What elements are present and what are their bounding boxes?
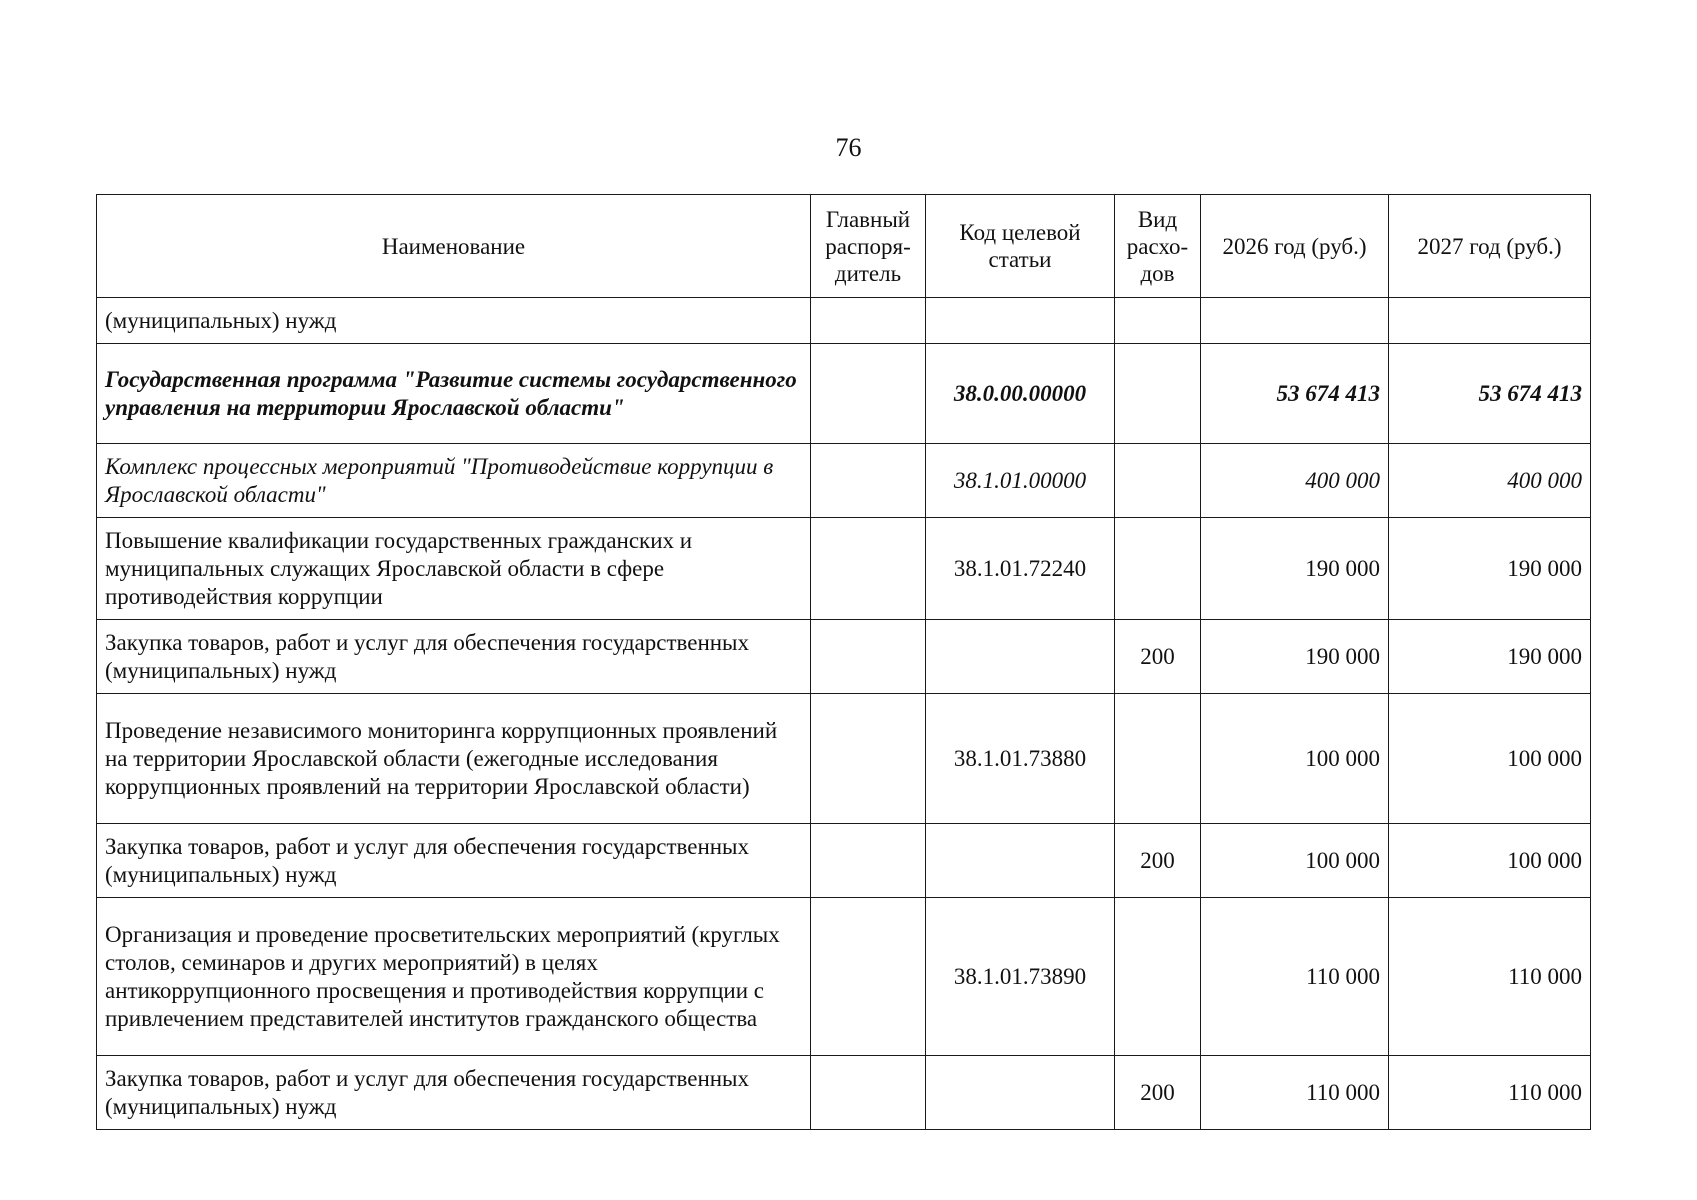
cell-type: 200: [1115, 824, 1201, 898]
cell-type: [1115, 344, 1201, 444]
cell-2026: 190 000: [1201, 518, 1389, 620]
cell-name: Комплекс процессных мероприятий "Противодействие коррупции в Ярославской области": [97, 444, 811, 518]
cell-2027: 400 000: [1389, 444, 1591, 518]
cell-2027: 110 000: [1389, 1056, 1591, 1130]
budget-table: [96, 194, 1591, 1130]
cell-type: [1115, 898, 1201, 1056]
cell-manager: [811, 1056, 926, 1130]
table-row: [97, 620, 1591, 694]
cell-code: [926, 298, 1115, 344]
cell-manager: [811, 694, 926, 824]
cell-code: [926, 620, 1115, 694]
cell-manager: [811, 298, 926, 344]
cell-code: 38.1.01.73880: [926, 694, 1115, 824]
table-header-row: [97, 195, 1591, 298]
cell-2026: 110 000: [1201, 898, 1389, 1056]
table-row: [97, 298, 1591, 344]
cell-type: [1115, 298, 1201, 344]
cell-code: [926, 824, 1115, 898]
cell-type: [1115, 694, 1201, 824]
cell-type: [1115, 518, 1201, 620]
cell-code: 38.1.01.73890: [926, 898, 1115, 1056]
header-manager: Главный распоря-дитель: [811, 195, 926, 298]
cell-manager: [811, 620, 926, 694]
cell-2026: 110 000: [1201, 1056, 1389, 1130]
cell-2027: 190 000: [1389, 620, 1591, 694]
cell-type: 200: [1115, 620, 1201, 694]
cell-name: Повышение квалификации государственных гражданских и муниципальных служащих Ярославской области в сфере противодействия коррупции: [97, 518, 811, 620]
cell-2026: 190 000: [1201, 620, 1389, 694]
cell-type: 200: [1115, 1056, 1201, 1130]
cell-name: Государственная программа "Развитие системы государственного управления на территории Ярославской области": [97, 344, 811, 444]
table-row: [97, 344, 1591, 444]
header-2027: 2027 год (руб.): [1389, 195, 1591, 298]
cell-name: Организация и проведение просветительских мероприятий (круглых столов, семинаров и других мероприятий) в целях антикоррупционного просвещения и противодействия коррупции с привлечением представителей институтов гражданского общества: [97, 898, 811, 1056]
cell-code: 38.0.00.00000: [926, 344, 1115, 444]
table-row: [97, 1056, 1591, 1130]
table-row: [97, 518, 1591, 620]
cell-2026: [1201, 298, 1389, 344]
cell-manager: [811, 518, 926, 620]
cell-type: [1115, 444, 1201, 518]
cell-2027: 190 000: [1389, 518, 1591, 620]
cell-2026: 400 000: [1201, 444, 1389, 518]
table-row: [97, 824, 1591, 898]
cell-manager: [811, 344, 926, 444]
cell-code: 38.1.01.72240: [926, 518, 1115, 620]
cell-name: Проведение независимого мониторинга коррупционных проявлений на территории Ярославской области (ежегодные исследования коррупционных проявлений на территории Ярославской области): [97, 694, 811, 824]
cell-manager: [811, 444, 926, 518]
cell-name: Закупка товаров, работ и услуг для обеспечения государственных (муниципальных) нужд: [97, 824, 811, 898]
cell-manager: [811, 824, 926, 898]
header-code: Код целевой статьи: [926, 195, 1115, 298]
cell-2026: 100 000: [1201, 824, 1389, 898]
cell-2026: 100 000: [1201, 694, 1389, 824]
header-2026: 2026 год (руб.): [1201, 195, 1389, 298]
cell-2027: 53 674 413: [1389, 344, 1591, 444]
cell-code: [926, 1056, 1115, 1130]
header-name: Наименование: [97, 195, 811, 298]
cell-name: Закупка товаров, работ и услуг для обеспечения государственных (муниципальных) нужд: [97, 620, 811, 694]
header-type: Вид расхо-дов: [1115, 195, 1201, 298]
cell-2027: 110 000: [1389, 898, 1591, 1056]
cell-2027: [1389, 298, 1591, 344]
cell-name: Закупка товаров, работ и услуг для обеспечения государственных (муниципальных) нужд: [97, 1056, 811, 1130]
cell-2027: 100 000: [1389, 824, 1591, 898]
cell-2026: 53 674 413: [1201, 344, 1389, 444]
table-row: [97, 694, 1591, 824]
cell-code: 38.1.01.00000: [926, 444, 1115, 518]
table-row: [97, 444, 1591, 518]
cell-2027: 100 000: [1389, 694, 1591, 824]
table-row: [97, 898, 1591, 1056]
cell-manager: [811, 898, 926, 1056]
cell-name: (муниципальных) нужд: [97, 298, 811, 344]
page-number: 76: [835, 133, 862, 162]
